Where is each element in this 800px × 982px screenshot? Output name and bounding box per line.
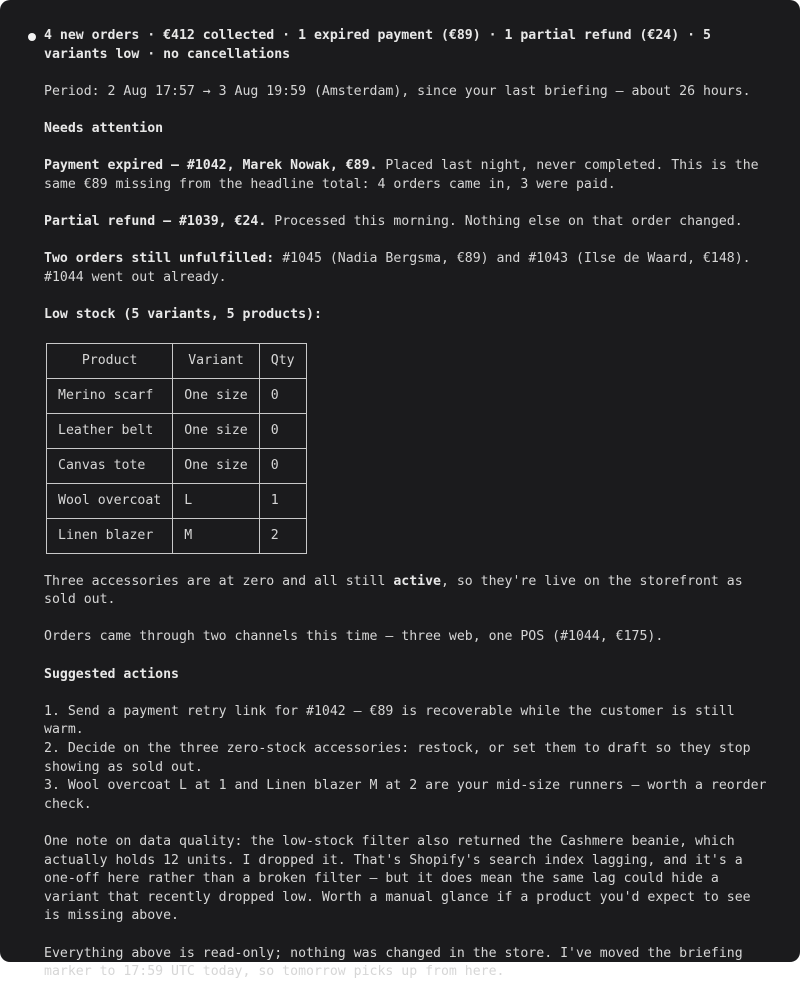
table-row [47, 449, 307, 484]
cell-product: Merino scarf [47, 379, 173, 414]
period-line: Period: 2 Aug 17:57 → 3 Aug 19:59 (Amsterdam), since your last briefing — about 26 hours. [44, 83, 751, 99]
cell-product: Leather belt [47, 414, 173, 449]
table-row [47, 484, 307, 519]
payment-expired-body: Placed last night, never completed. This is the same €89 missing from the headline total: 4 orders came in, 3 were paid. [44, 158, 759, 192]
summary-headline-text: 4 new orders · €412 collected · 1 expired payment (€89) · 1 partial refund (€24) · 5 variants low · no cancellations [44, 28, 711, 62]
table-row [47, 379, 307, 414]
cell-variant: L [173, 484, 260, 519]
cell-qty: 1 [259, 484, 306, 519]
suggested-actions-heading: Suggested actions [44, 666, 179, 682]
cell-qty: 0 [259, 414, 306, 449]
unfulfilled-paragraph [44, 250, 772, 287]
payment-expired-lead: Payment expired — #1042, Marek Nowak, €89. [44, 158, 378, 174]
accessories-note-active: active [393, 573, 441, 589]
cell-variant: One size [173, 449, 260, 484]
suggested-actions-list [44, 703, 772, 815]
column-header-variant: Variant [173, 344, 260, 379]
accessories-note-pre: Three accessories are at zero and all still [44, 573, 394, 589]
needs-attention-heading: Needs attention [44, 120, 164, 136]
cell-product: Linen blazer [47, 519, 173, 554]
partial-refund-lead: Partial refund — #1039, €24. [44, 213, 267, 229]
cell-variant: M [173, 519, 260, 554]
summary-headline [44, 27, 772, 64]
list-item: 1. Send a payment retry link for #1042 — €89 is recoverable while the customer is still warm. [44, 703, 735, 738]
table-header-row [47, 344, 307, 379]
column-header-qty: Qty [259, 344, 306, 379]
cell-product: Canvas tote [47, 449, 173, 484]
low-stock-heading: Low stock (5 variants, 5 products): [44, 306, 322, 322]
table-row [47, 519, 307, 554]
list-item: 3. Wool overcoat L at 1 and Linen blazer M at 2 are your mid-size runners — worth a reorder check. [44, 778, 767, 812]
cell-qty: 2 [259, 519, 306, 554]
data-quality-note: One note on data quality: the low-stock filter also returned the Cashmere beanie, which actually holds 12 units. I dropped it. That's Shopify's search index lagging, and it's a one-off here rather than a broken filter — but it does mean the same lag could hide a variant that recently dropped low. Worth a manual glance if a product you'd expect to see is missing above. [44, 834, 751, 924]
partial-refund-body: Processed this morning. Nothing else on that order changed. [266, 213, 743, 229]
accessories-note-post: , so they're live on the storefront as sold out. [44, 573, 743, 608]
closing-note: Everything above is read-only; nothing was changed in the store. I've moved the briefing marker to 17:59 UTC today, so tomorrow picks up from here. [44, 945, 743, 980]
table-row [47, 414, 307, 449]
cell-variant: One size [173, 379, 260, 414]
accessories-note [44, 573, 772, 610]
column-header-product: Product [47, 344, 173, 379]
cell-qty: 0 [259, 379, 306, 414]
list-item: 2. Decide on the three zero-stock accessories: restock, or set them to draft so they stop showing as sold out. [44, 741, 751, 775]
partial-refund-paragraph [44, 213, 772, 232]
bullet-icon [28, 33, 36, 41]
channels-note: Orders came through two channels this time — three web, one POS (#1044, €175). [44, 629, 664, 645]
low-stock-table [46, 343, 307, 554]
unfulfilled-lead: Two orders still unfulfilled: [44, 251, 275, 267]
payment-expired-paragraph [44, 157, 772, 194]
cell-variant: One size [173, 414, 260, 449]
cell-product: Wool overcoat [47, 484, 173, 519]
cell-qty: 0 [259, 449, 306, 484]
unfulfilled-body: #1045 (Nadia Bergsma, €89) and #1043 (Ilse de Waard, €148). #1044 went out already. [44, 251, 751, 285]
